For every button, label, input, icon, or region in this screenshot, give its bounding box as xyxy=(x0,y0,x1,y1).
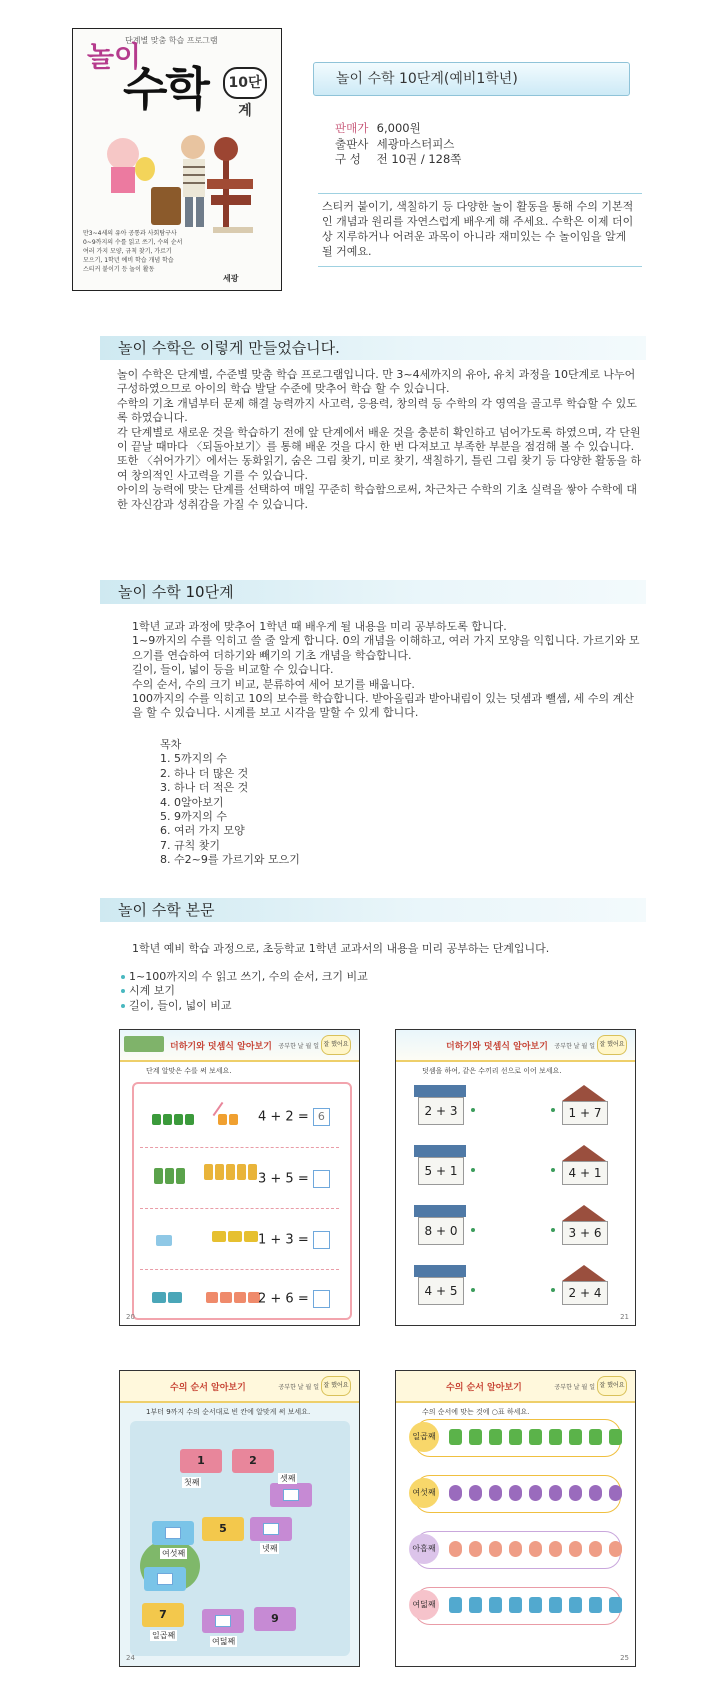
toc-item: 5. 9까지의 수 xyxy=(160,810,227,824)
wagon: 5 xyxy=(202,1517,244,1541)
toc-item: 4. 0알아보기 xyxy=(160,795,224,809)
product-summary: 스티커 붙이기, 색칠하기 등 다양한 놀이 활동을 통해 수의 기본적인 개념과 원리를 자연스럽게 배우게 해 주세요. 수학은 이제 더이상 지루하거나 어려운 과목이 아니라 재미있는 수 놀이임을 알게 될 거예요. xyxy=(318,193,642,267)
toc-item: 1. 5까지의 수 xyxy=(160,752,227,766)
wagon: 7 xyxy=(142,1603,184,1627)
publisher-row xyxy=(335,137,454,152)
cover-notes: 만3~4세의 유아 공통과 사회탐구사 0~9까지의 수를 읽고 쓰기, 수의 순서 여러 가지 모양, 규칙 찾기, 가르기 모으기, 1학년 예비 학습 개념 학습 스티커 붙이기 등 놀이 활동 xyxy=(83,230,183,273)
cover-title-small: 놀이 xyxy=(87,40,142,73)
train-icon xyxy=(124,1036,164,1052)
sample-instruction: 1부터 9까지 수의 순서대로 빈 칸에 알맞게 써 보세요. xyxy=(146,1408,311,1416)
price-row xyxy=(335,121,421,136)
cover-title-big: 수학 xyxy=(123,62,208,116)
answer-box xyxy=(313,1170,330,1188)
toc-title: 목차 xyxy=(160,738,182,751)
wagon xyxy=(152,1521,194,1545)
sample-page-ordinal: 수의 순서 알아보기 공부한 날 월 일 잘 했어요 수의 순서에 맞는 것에 ○표 하세요. 일곱째 여섯째 아홉째 여덟째 25 xyxy=(395,1370,636,1667)
house-card-right: 4 + 1 xyxy=(558,1145,610,1185)
composition-row xyxy=(335,152,461,167)
toc-item: 6. 여러 가지 모양 xyxy=(160,824,245,838)
section-heading-step10: 놀이 수학 10단계 xyxy=(100,580,646,604)
toc-item: 8. 수2~9를 가르기와 모으기 xyxy=(160,853,300,867)
publisher-value: 세광마스터피스 xyxy=(376,137,455,151)
exercise-row: 2 + 6 = xyxy=(140,1269,339,1326)
sample-page-title: 수의 순서 알아보기 xyxy=(170,1383,246,1393)
sample-page-title: 더하기와 덧셈식 알아보기 xyxy=(446,1042,548,1052)
pumpkin-icon xyxy=(218,1110,240,1129)
house-card-left: 5 + 1 xyxy=(414,1145,466,1185)
ordinal-row: 여덟째 xyxy=(414,1587,621,1625)
bullet-item: 시계 보기 xyxy=(121,984,368,998)
house-card-left: 4 + 5 xyxy=(414,1265,466,1305)
toc-item: 7. 규칙 찾기 xyxy=(160,838,220,852)
exercise-row: 4 + 2 = 6 xyxy=(140,1086,339,1147)
sample-instruction: 덧셈을 하여, 같은 수끼리 선으로 이어 보세요. xyxy=(422,1067,562,1075)
section-intro-text: 놀이 수학은 단계별, 수준별 맞춤 학습 프로그램입니다. 만 3~4세까지의 유아, 유치 과정을 10단계로 나누어 구성하였으므로 아이의 학습 발달 수준에 맞추어 학습 할 수 있습니다. 수학의 기초 개념부터 문제 해결 능력까지 사고력, 응용력, 창의력 등 수학의 각 영역을 골고루 학습할 수 있도록 하였습니다. 각 단계별로 새로운 것을 학습하기 전에 앞 단계에서 배운 것을 충분히 확인하고 넘어가도록 하였으며, 각 단원이 끝날 때마다 〈되돌아보기〉를 통해 배운 것을 다시 한 번 다져보고 부족한 부분을 점검해 볼 수 있습니다. 또한 〈쉬어가기〉에서는 동화읽기, 숨은 그림 찾기, 미로 찾기, 색칠하기, 틀린 그림 찾기 등 다양한 활동을 하여 창의적인 사고력을 기를 수 있습니다. 아이의 능력에 맞는 단계를 선택하여 매일 꾸준히 학습함으로써, 차근차근 수학의 기초 실력을 쌓아 수학에 대한 자신감과 성취감을 가질 수 있습니다. xyxy=(117,368,642,511)
shrimp-icon xyxy=(206,1288,262,1307)
wagon xyxy=(250,1517,292,1541)
house-card-left: 8 + 0 xyxy=(414,1205,466,1245)
toc-item: 2. 하나 더 많은 것 xyxy=(160,766,249,780)
composition-label: 구 성 xyxy=(335,152,361,166)
product-title: 놀이 수학 10단계(예비1학년) xyxy=(313,62,630,96)
exercise-row: 3 + 5 = xyxy=(140,1147,339,1209)
answer-box xyxy=(313,1231,330,1249)
wagon xyxy=(270,1483,312,1507)
cover-publisher: 세광 xyxy=(223,274,239,283)
sample-page-header: 더하기와 덧셈식 알아보기 공부한 날 월 일 잘 했어요 xyxy=(120,1030,359,1062)
helicopter-icon xyxy=(156,1231,174,1250)
house-card-right: 2 + 4 xyxy=(558,1265,610,1305)
section-body-bullets xyxy=(121,970,368,1013)
exercise-row: 1 + 3 = xyxy=(140,1208,339,1270)
cactus-icon xyxy=(154,1168,187,1188)
toc-item: 3. 하나 더 적은 것 xyxy=(160,781,249,795)
section-step10-text: 1학년 교과 과정에 맞추어 1학년 때 배우게 될 내용을 미리 공부하도록 합니다. 1~9까지의 수를 익히고 쓸 줄 알게 합니다. 0의 개념을 이해하고, 여러 가지 모양을 익힙니다. 가르기와 모으기를 연습하여 더하기와 빼기의 기초 개념을 학습합니다. 길이, 들이, 넓이 등을 비교할 수 있습니다. 수의 순서, 수의 크기 비교, 분류하여 세어 보기를 배웁니다. 100까지의 수를 익히고 10의 보수를 학습합니다. 받아올림과 받아내림이 있는 덧셈과 뺄셈, 세 수의 계산을 할 수 있습니다. 시계를 보고 시각을 말할 수 있게 합니다. xyxy=(132,620,640,720)
house-card-right: 3 + 6 xyxy=(558,1205,610,1245)
cover-step-badge: 10단계 xyxy=(223,67,267,99)
ordinal-row: 여섯째 xyxy=(414,1475,621,1513)
flower-icon xyxy=(204,1164,259,1184)
sample-page-addition: 더하기와 덧셈식 알아보기 공부한 날 월 일 잘 했어요 단계 알맞은 수를 써 보세요. 4 + 2 = 6 3 + 5 = 1 + 3 = 2 + 6 = 20 xyxy=(119,1029,360,1326)
table-of-contents xyxy=(160,738,300,868)
sample-instruction: 수의 순서에 맞는 것에 ○표 하세요. xyxy=(422,1408,530,1416)
answer-box: 6 xyxy=(313,1108,330,1126)
answer-box xyxy=(313,1290,330,1308)
fish-icon xyxy=(152,1288,184,1307)
section-body-intro: 1학년 예비 학습 과정으로, 초등학교 1학년 교과서의 내용을 미리 공부하는 단계입니다. xyxy=(132,942,550,955)
sample-page-header: 수의 순서 알아보기 공부한 날 월 일 잘 했어요 xyxy=(120,1371,359,1403)
section-heading-body: 놀이 수학 본문 xyxy=(100,898,646,922)
sample-page-title: 수의 순서 알아보기 xyxy=(446,1383,522,1393)
composition-value: 전 10권 / 128쪽 xyxy=(376,152,462,166)
price-value: 6,000원 xyxy=(376,121,421,135)
sample-page-train: 수의 순서 알아보기 공부한 날 월 일 잘 했어요 1부터 9까지 수의 순서대로 빈 칸에 알맞게 써 보세요. 1 2 5 7 9 첫째 셋째 넷째 여섯째 일곱째 여덟째 24 xyxy=(119,1370,360,1667)
sample-instruction: 단계 알맞은 수를 써 보세요. xyxy=(146,1067,232,1075)
section-heading-intro: 놀이 수학은 이렇게 만들었습니다. xyxy=(100,336,646,360)
sample-page-title: 더하기와 덧셈식 알아보기 xyxy=(170,1042,272,1052)
wagon: 1 xyxy=(180,1449,222,1473)
house-card-right: 1 + 7 xyxy=(558,1085,610,1125)
sample-page-header: 더하기와 덧셈식 알아보기 공부한 날 월 일 잘 했어요 xyxy=(396,1030,635,1062)
sample-page-header: 수의 순서 알아보기 공부한 날 월 일 잘 했어요 xyxy=(396,1371,635,1403)
price-label: 판매가 xyxy=(335,121,369,135)
bullet-item: 길이, 들이, 넓이 비교 xyxy=(121,999,368,1013)
wagon: 2 xyxy=(232,1449,274,1473)
wagon xyxy=(144,1567,186,1591)
ordinal-row: 아홉째 xyxy=(414,1531,621,1569)
book-cover xyxy=(72,28,282,291)
ordinal-row: 일곱째 xyxy=(414,1419,621,1457)
wagon: 9 xyxy=(254,1607,296,1631)
cover-tagline: 단계별 맞춤 학습 프로그램 xyxy=(125,36,218,45)
wagon xyxy=(202,1609,244,1633)
car-icon xyxy=(212,1227,260,1246)
pepper-icon xyxy=(152,1110,196,1129)
sample-page-matching: 더하기와 덧셈식 알아보기 공부한 날 월 일 잘 했어요 덧셈을 하여, 같은 수끼리 선으로 이어 보세요. 2 + 3 5 + 1 8 + 0 4 + 5 1 + 7 4 + 1 3 + 6 2 + 4 21 xyxy=(395,1029,636,1326)
house-card-left: 2 + 3 xyxy=(414,1085,466,1125)
bullet-item: 1~100까지의 수 읽고 쓰기, 수의 순서, 크기 비교 xyxy=(121,970,368,984)
publisher-label: 출판사 xyxy=(335,137,369,151)
